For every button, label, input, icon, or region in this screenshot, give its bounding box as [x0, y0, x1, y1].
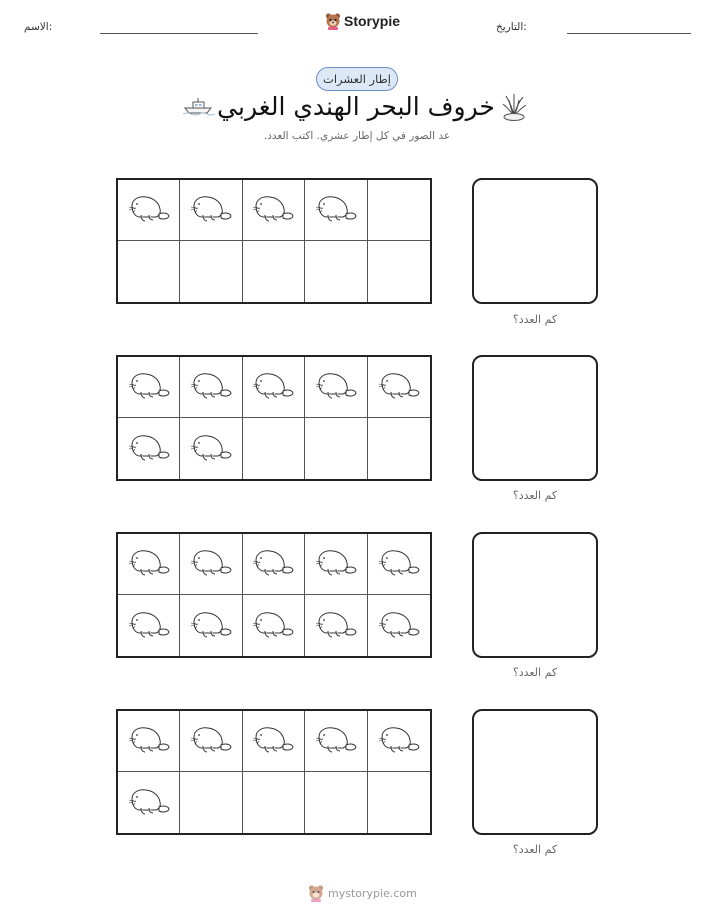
answer-box-3[interactable]: [472, 532, 598, 658]
manatee-icon: [376, 547, 422, 581]
manatee-icon: [126, 370, 172, 404]
frame-cell: [368, 418, 430, 479]
manatee-icon: [188, 193, 234, 227]
frame-cell: [180, 357, 242, 418]
frame-cell: [368, 595, 430, 656]
manatee-icon: [188, 724, 234, 758]
manatee-icon: [126, 547, 172, 581]
frame-cell: [243, 418, 305, 479]
manatee-icon: [313, 193, 359, 227]
frame-cell: [243, 772, 305, 833]
manatee-icon: [250, 724, 296, 758]
manatee-icon: [126, 432, 172, 466]
manatee-icon: [376, 724, 422, 758]
manatee-icon: [188, 609, 234, 643]
frame-cell: [368, 357, 430, 418]
manatee-icon: [126, 193, 172, 227]
frame-cell: [180, 595, 242, 656]
manatee-icon: [250, 193, 296, 227]
footer-url: mystorypie.com: [328, 886, 417, 900]
manatee-icon: [188, 547, 234, 581]
manatee-icon: [250, 370, 296, 404]
activity-badge: إطار العشرات: [316, 67, 398, 91]
ten-frame-1: [116, 178, 432, 304]
brand-name: Storypie: [344, 13, 401, 29]
frame-cell: [243, 357, 305, 418]
manatee-icon: [188, 432, 234, 466]
answer-box-4[interactable]: [472, 709, 598, 835]
manatee-icon: [313, 547, 359, 581]
footer: [308, 884, 417, 902]
frame-cell: [118, 180, 180, 241]
seagrass-icon: [500, 92, 528, 122]
name-label: الاسم:: [24, 21, 53, 33]
question-1: كم العدد؟: [512, 313, 558, 326]
manatee-icon: [376, 370, 422, 404]
frame-cell: [305, 418, 367, 479]
manatee-icon: [188, 370, 234, 404]
frame-cell: [118, 534, 180, 595]
frame-cell: [243, 241, 305, 302]
frame-cell: [368, 711, 430, 772]
frame-cell: [180, 241, 242, 302]
ten-frame-3: [116, 532, 432, 658]
answer-box-1[interactable]: [472, 178, 598, 304]
frame-cell: [118, 418, 180, 479]
manatee-icon: [313, 724, 359, 758]
question-2: كم العدد؟: [512, 489, 558, 502]
frame-cell: [368, 241, 430, 302]
question-3: كم العدد؟: [512, 666, 558, 679]
manatee-icon: [250, 609, 296, 643]
frame-cell: [305, 772, 367, 833]
instructions: عد الصور في كل إطار عشري. اكتب العدد.: [263, 130, 451, 142]
name-line[interactable]: [100, 33, 258, 34]
frame-cell: [180, 418, 242, 479]
frame-cell: [118, 357, 180, 418]
page-title: خروف البحر الهندي الغربي: [217, 92, 495, 121]
manatee-icon: [313, 609, 359, 643]
ten-frame-4: [116, 709, 432, 835]
frame-cell: [243, 595, 305, 656]
bear-mascot-icon: [325, 12, 341, 30]
question-4: كم العدد؟: [512, 843, 558, 856]
manatee-icon: [313, 370, 359, 404]
frame-cell: [368, 772, 430, 833]
frame-cell: [180, 772, 242, 833]
frame-cell: [305, 595, 367, 656]
date-label: التاريخ:: [496, 21, 527, 33]
bear-mascot-icon: [308, 884, 324, 902]
frame-cell: [118, 241, 180, 302]
frame-cell: [368, 534, 430, 595]
manatee-icon: [250, 547, 296, 581]
frame-cell: [243, 711, 305, 772]
frame-cell: [180, 534, 242, 595]
frame-cell: [305, 711, 367, 772]
frame-cell: [118, 711, 180, 772]
storypie-logo: [325, 12, 400, 30]
frame-cell: [180, 711, 242, 772]
manatee-icon: [376, 609, 422, 643]
frame-cell: [305, 357, 367, 418]
frame-cell: [118, 595, 180, 656]
frame-cell: [243, 534, 305, 595]
frame-cell: [305, 534, 367, 595]
frame-cell: [118, 772, 180, 833]
frame-cell: [180, 180, 242, 241]
frame-cell: [368, 180, 430, 241]
frame-cell: [305, 241, 367, 302]
ten-frame-2: [116, 355, 432, 481]
manatee-icon: [126, 786, 172, 820]
manatee-icon: [126, 609, 172, 643]
frame-cell: [305, 180, 367, 241]
frame-cell: [243, 180, 305, 241]
manatee-icon: [126, 724, 172, 758]
answer-box-2[interactable]: [472, 355, 598, 481]
date-line[interactable]: [567, 33, 691, 34]
